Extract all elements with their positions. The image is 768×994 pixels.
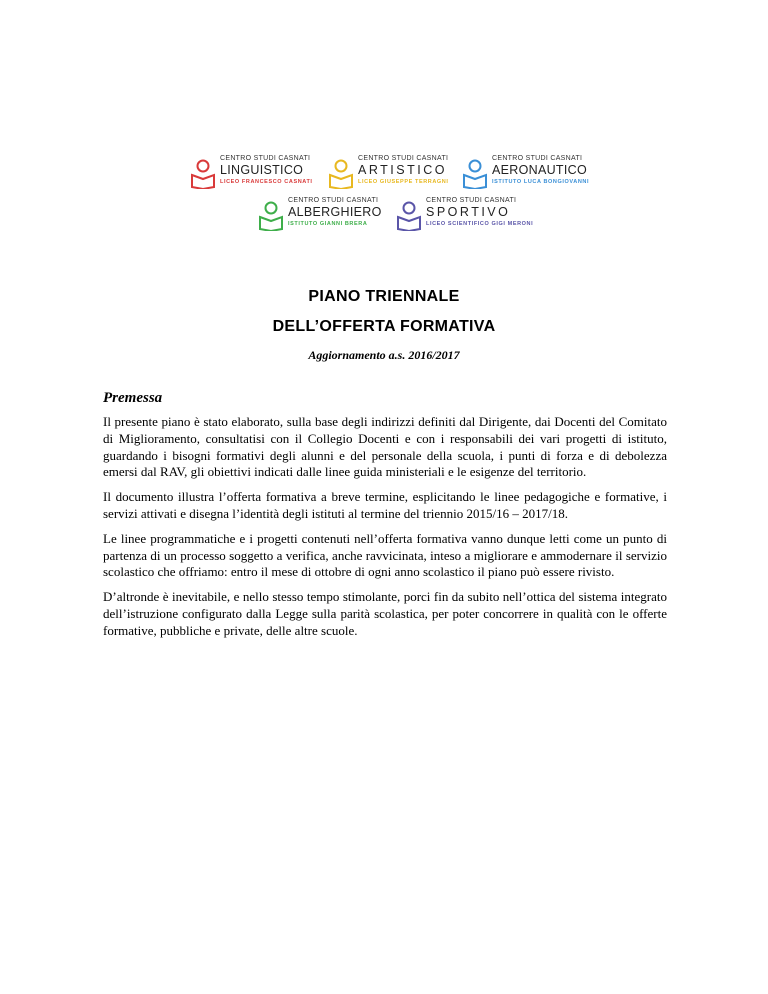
paragraph: Le linee programmatiche e i progetti contenuti nell’offerta formativa vanno dunque letti come un punto di partenza di un processo soggetto a verifica, anche ravvicinata, inteso a migliorare e ammodernare il servizio scolastico che offriamo: entro il mese di ottobre di ogni anno scolastico il piano può essere rivisto.: [103, 530, 667, 580]
logo-sub: LICEO GIUSEPPE TERRAGNI: [358, 179, 449, 185]
paragraph: Il documento illustra l’offerta formativa a breve termine, esplicitando le linee pedagogiche e formative, i servizi attivati e disegna l’identità degli istituti al termine del triennio 2015/16 – 2017/18.: [103, 489, 667, 521]
logo-aeronautico: [462, 155, 602, 191]
logo-sportivo: [396, 197, 536, 233]
logo-sub: LICEO SCIENTIFICO GIGI MERONI: [426, 221, 534, 227]
logo-alberghiero: [258, 197, 388, 233]
person-book-icon: [258, 201, 284, 231]
logo-name: SPORTIVO: [426, 205, 511, 219]
document-title-line2: DELL’OFFERTA FORMATIVA: [272, 318, 496, 335]
logo-pre-text: CENTRO STUDI CASNATI: [358, 155, 449, 162]
logo-sub: LICEO FRANCESCO CASNATI: [220, 179, 313, 185]
logo-name: LINGUISTICO: [220, 163, 304, 177]
paragraph: Il presente piano è stato elaborato, sulla base degli indirizzi definiti dal Dirigente, dai Docenti del Comitato di Miglioramento, consultatisi con il Collegio Docenti e con i responsabili dei vari progetti di istituto, guardando i bisogni formativi degli alunni e del personale della scuola, i punti di forza e di debolezza emersi dal RAV, gli obiettivi indicati dalle linee guida ministeriali e le esigenze del territorio.: [103, 414, 667, 480]
logo-pre-text: CENTRO STUDI CASNATI: [288, 197, 379, 204]
person-book-icon: [396, 201, 422, 231]
logo-sub: ISTITUTO LUCA BONGIOVANNI: [492, 179, 590, 185]
document-title-line1: PIANO TRIENNALE: [308, 288, 460, 305]
school-logos: [0, 150, 768, 240]
document-subtitle: Aggiornamento a.s. 2016/2017: [308, 348, 460, 362]
logo-sub: ISTITUTO GIANNI BRERA: [288, 221, 368, 227]
logo-pre-text: CENTRO STUDI CASNATI: [426, 197, 517, 204]
logo-linguistico: [190, 155, 330, 191]
logo-pre-text: CENTRO STUDI CASNATI: [220, 155, 311, 162]
person-book-icon: [190, 159, 216, 189]
logo-name: AERONAUTICO: [492, 163, 587, 177]
logo-artistico: [328, 155, 458, 191]
paragraph: D’altronde è inevitabile, e nello stesso tempo stimolante, porci fin da subito nell’ottica del sistema integrato dell’istruzione configurato dalla Legge sulla parità scolastica, per poter concorrere in qualità con le offerte formative, pubbliche e private, delle altre scuole.: [103, 589, 667, 638]
section-heading: Premessa: [103, 390, 163, 406]
person-book-icon: [462, 159, 488, 189]
body-text: [103, 414, 667, 648]
logo-pre-text: CENTRO STUDI CASNATI: [492, 155, 583, 162]
logo-name: ARTISTICO: [358, 163, 447, 177]
logo-name: ALBERGHIERO: [288, 205, 382, 219]
person-book-icon: [328, 159, 354, 189]
